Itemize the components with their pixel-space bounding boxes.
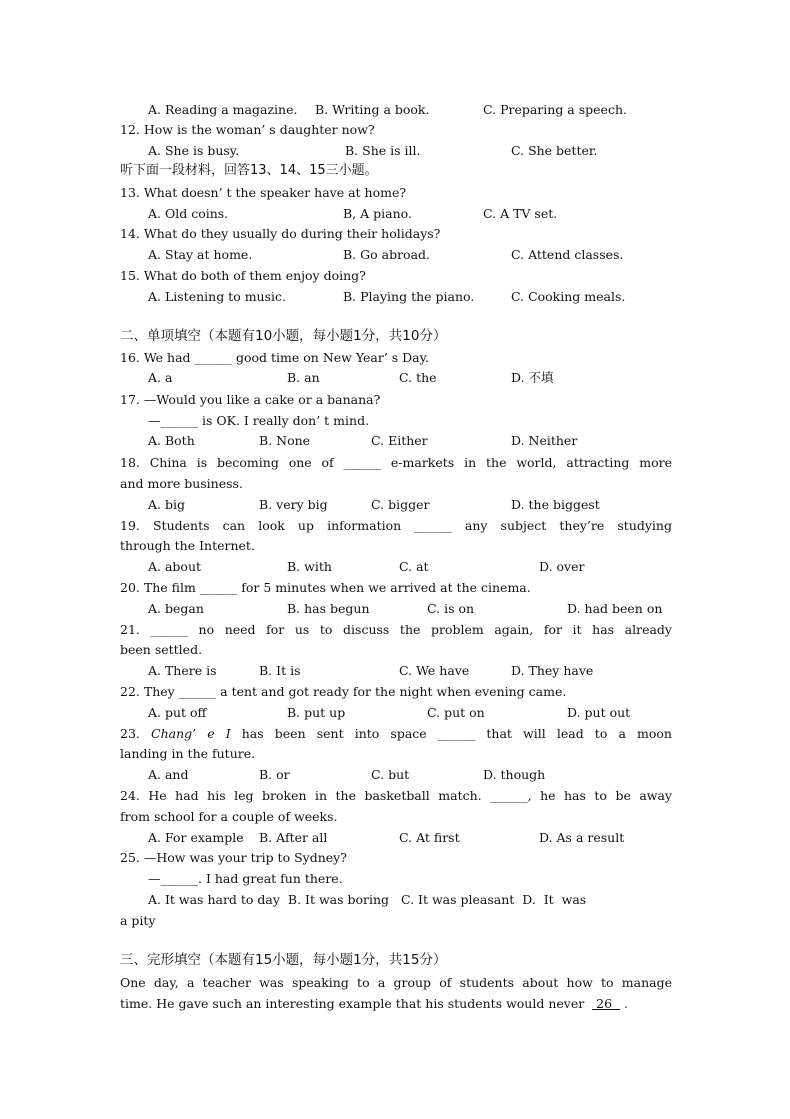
q16-option-d: D. 不填	[511, 370, 554, 385]
q22-options	[148, 703, 672, 723]
q22-option-b: B. put up	[287, 705, 346, 720]
q19-options	[148, 557, 672, 577]
q21-option-a: A. There is	[148, 663, 217, 678]
q17-option-d: D. Neither	[511, 433, 578, 448]
q13-option-c: C. A TV set.	[483, 206, 558, 221]
q12-option-b: B. She is ill.	[345, 143, 421, 158]
q18-stem-line2: and more business.	[120, 476, 243, 491]
q22-option-c: C. put on	[427, 705, 485, 720]
q21-option-c: C. We have	[399, 663, 470, 678]
q24-options	[148, 828, 672, 848]
q14-options	[148, 245, 672, 265]
q13-option-b: B, A piano.	[343, 206, 412, 221]
q13-options	[148, 204, 672, 224]
passage-line-2-period: .	[623, 996, 628, 1011]
q20-options	[148, 599, 672, 619]
q15-option-b: B. Playing the piano.	[343, 289, 475, 304]
q17-options	[148, 431, 672, 451]
q15-option-c: C. Cooking meals.	[511, 289, 626, 304]
q22-option-d: D. put out	[567, 705, 631, 720]
q13-stem: 13. What doesn’ t the speaker have at home?	[120, 185, 407, 200]
section-2-title: 二、单项填空（本题有10小题，每小题1分，共10分）	[120, 328, 447, 344]
q23-option-b: B. or	[259, 767, 290, 782]
q20-option-c: C. is on	[427, 601, 475, 616]
q23-option-c: C. but	[371, 767, 410, 782]
q11-options	[148, 100, 672, 120]
q18-option-d: D. the biggest	[511, 497, 600, 512]
q14-stem: 14. What do they usually do during their holidays?	[120, 226, 441, 241]
q16-stem: 16. We had ______ good time on New Year’ s Day.	[120, 350, 430, 365]
q14-option-c: C. Attend classes.	[511, 247, 624, 262]
q22-stem: 22. They ______ a tent and got ready for the night when evening came.	[120, 684, 567, 699]
q25-options: A. It was hard to day B. It was boring C. It was pleasant D. It was	[148, 892, 587, 907]
q12-option-c: C. She better.	[511, 143, 598, 158]
q17-option-a: A. Both	[148, 433, 195, 448]
q24-option-b: B. After all	[259, 830, 328, 845]
q24-stem-line2: from school for a couple of weeks.	[120, 809, 338, 824]
q23-stem-rest: has been sent into space ______ that will lead to a moon	[241, 726, 672, 741]
q15-options	[148, 287, 672, 307]
q16-option-a: A. a	[148, 370, 173, 385]
q22-option-a: A. put off	[148, 705, 207, 720]
q20-option-b: B. has begun	[287, 601, 370, 616]
passage-line-2	[120, 994, 672, 1014]
q18-options	[148, 495, 672, 515]
q24-option-c: C. At first	[399, 830, 460, 845]
q23-options	[148, 765, 672, 785]
q19-option-b: B. with	[287, 559, 332, 574]
q17-option-b: B. None	[259, 433, 311, 448]
q15-stem: 15. What do both of them enjoy doing?	[120, 268, 366, 283]
passage-line-2-text: time. He gave such an interesting example that his students would never	[120, 996, 585, 1011]
q11-option-c: C. Preparing a speech.	[483, 102, 627, 117]
q23-stem	[120, 724, 672, 744]
q23-stem-line2: landing in the future.	[120, 746, 256, 761]
q25-options-line2: a pity	[120, 913, 156, 928]
q20-option-a: A. began	[148, 601, 204, 616]
passage-line-1: One day, a teacher was speaking to a group of students about how to manage	[120, 975, 672, 990]
q21-stem: 21. ______ no need for us to discuss the problem again, for it has already	[120, 622, 672, 637]
blank-26: 26	[592, 996, 620, 1011]
q24-stem: 24. He had his leg broken in the basketball match. ______, he has to be away	[120, 788, 672, 803]
q18-option-c: C. bigger	[371, 497, 430, 512]
q20-option-d: D. had been on	[567, 601, 663, 616]
q19-option-d: D. over	[539, 559, 585, 574]
q24-option-d: D. As a result	[539, 830, 625, 845]
q13-option-a: A. Old coins.	[148, 206, 229, 221]
listening-instruction: 听下面一段材料，回答13、14、15三小题。	[120, 163, 378, 178]
q16-option-b: B. an	[287, 370, 320, 385]
q16-options	[148, 368, 672, 388]
q11-option-b: B. Writing a book.	[315, 102, 430, 117]
q12-option-a: A. She is busy.	[148, 143, 240, 158]
q19-stem: 19. Students can look up information ______ any subject they’re studying	[120, 518, 672, 533]
q21-option-d: D. They have	[511, 663, 594, 678]
q23-option-d: D. though	[483, 767, 546, 782]
q18-option-a: A. big	[148, 497, 185, 512]
q17-stem: 17. —Would you like a cake or a banana?	[120, 392, 381, 407]
q14-option-a: A. Stay at home.	[148, 247, 253, 262]
q23-number: 23.	[120, 726, 140, 741]
q19-option-a: A. about	[148, 559, 202, 574]
q23-italic-name: Chang’ e I	[151, 726, 231, 741]
q12-options	[148, 141, 672, 161]
q24-option-a: A. For example	[148, 830, 244, 845]
q15-option-a: A. Listening to music.	[148, 289, 286, 304]
q25-stem: 25. —How was your trip to Sydney?	[120, 850, 347, 865]
q17-option-c: C. Either	[371, 433, 428, 448]
q20-stem: 20. The film ______ for 5 minutes when we arrived at the cinema.	[120, 580, 531, 595]
q14-option-b: B. Go abroad.	[343, 247, 430, 262]
q23-option-a: A. and	[148, 767, 189, 782]
q19-stem-line2: through the Internet.	[120, 538, 255, 553]
section-3-title: 三、完形填空（本题有15小题，每小题1分，共15分）	[120, 952, 447, 968]
q16-option-c: C. the	[399, 370, 437, 385]
q21-stem-line2: been settled.	[120, 642, 203, 657]
q18-option-b: B. very big	[259, 497, 328, 512]
q21-options	[148, 661, 672, 681]
q25-stem-line2: —______. I had great fun there.	[148, 871, 343, 886]
q11-option-a: A. Reading a magazine.	[148, 102, 298, 117]
q18-stem: 18. China is becoming one of ______ e-markets in the world, attracting more	[120, 455, 672, 470]
q12-stem: 12. How is the woman’ s daughter now?	[120, 122, 375, 137]
q21-option-b: B. It is	[259, 663, 301, 678]
q19-option-c: C. at	[399, 559, 429, 574]
q17-stem-line2: —______ is OK. I really don’ t mind.	[148, 413, 370, 428]
